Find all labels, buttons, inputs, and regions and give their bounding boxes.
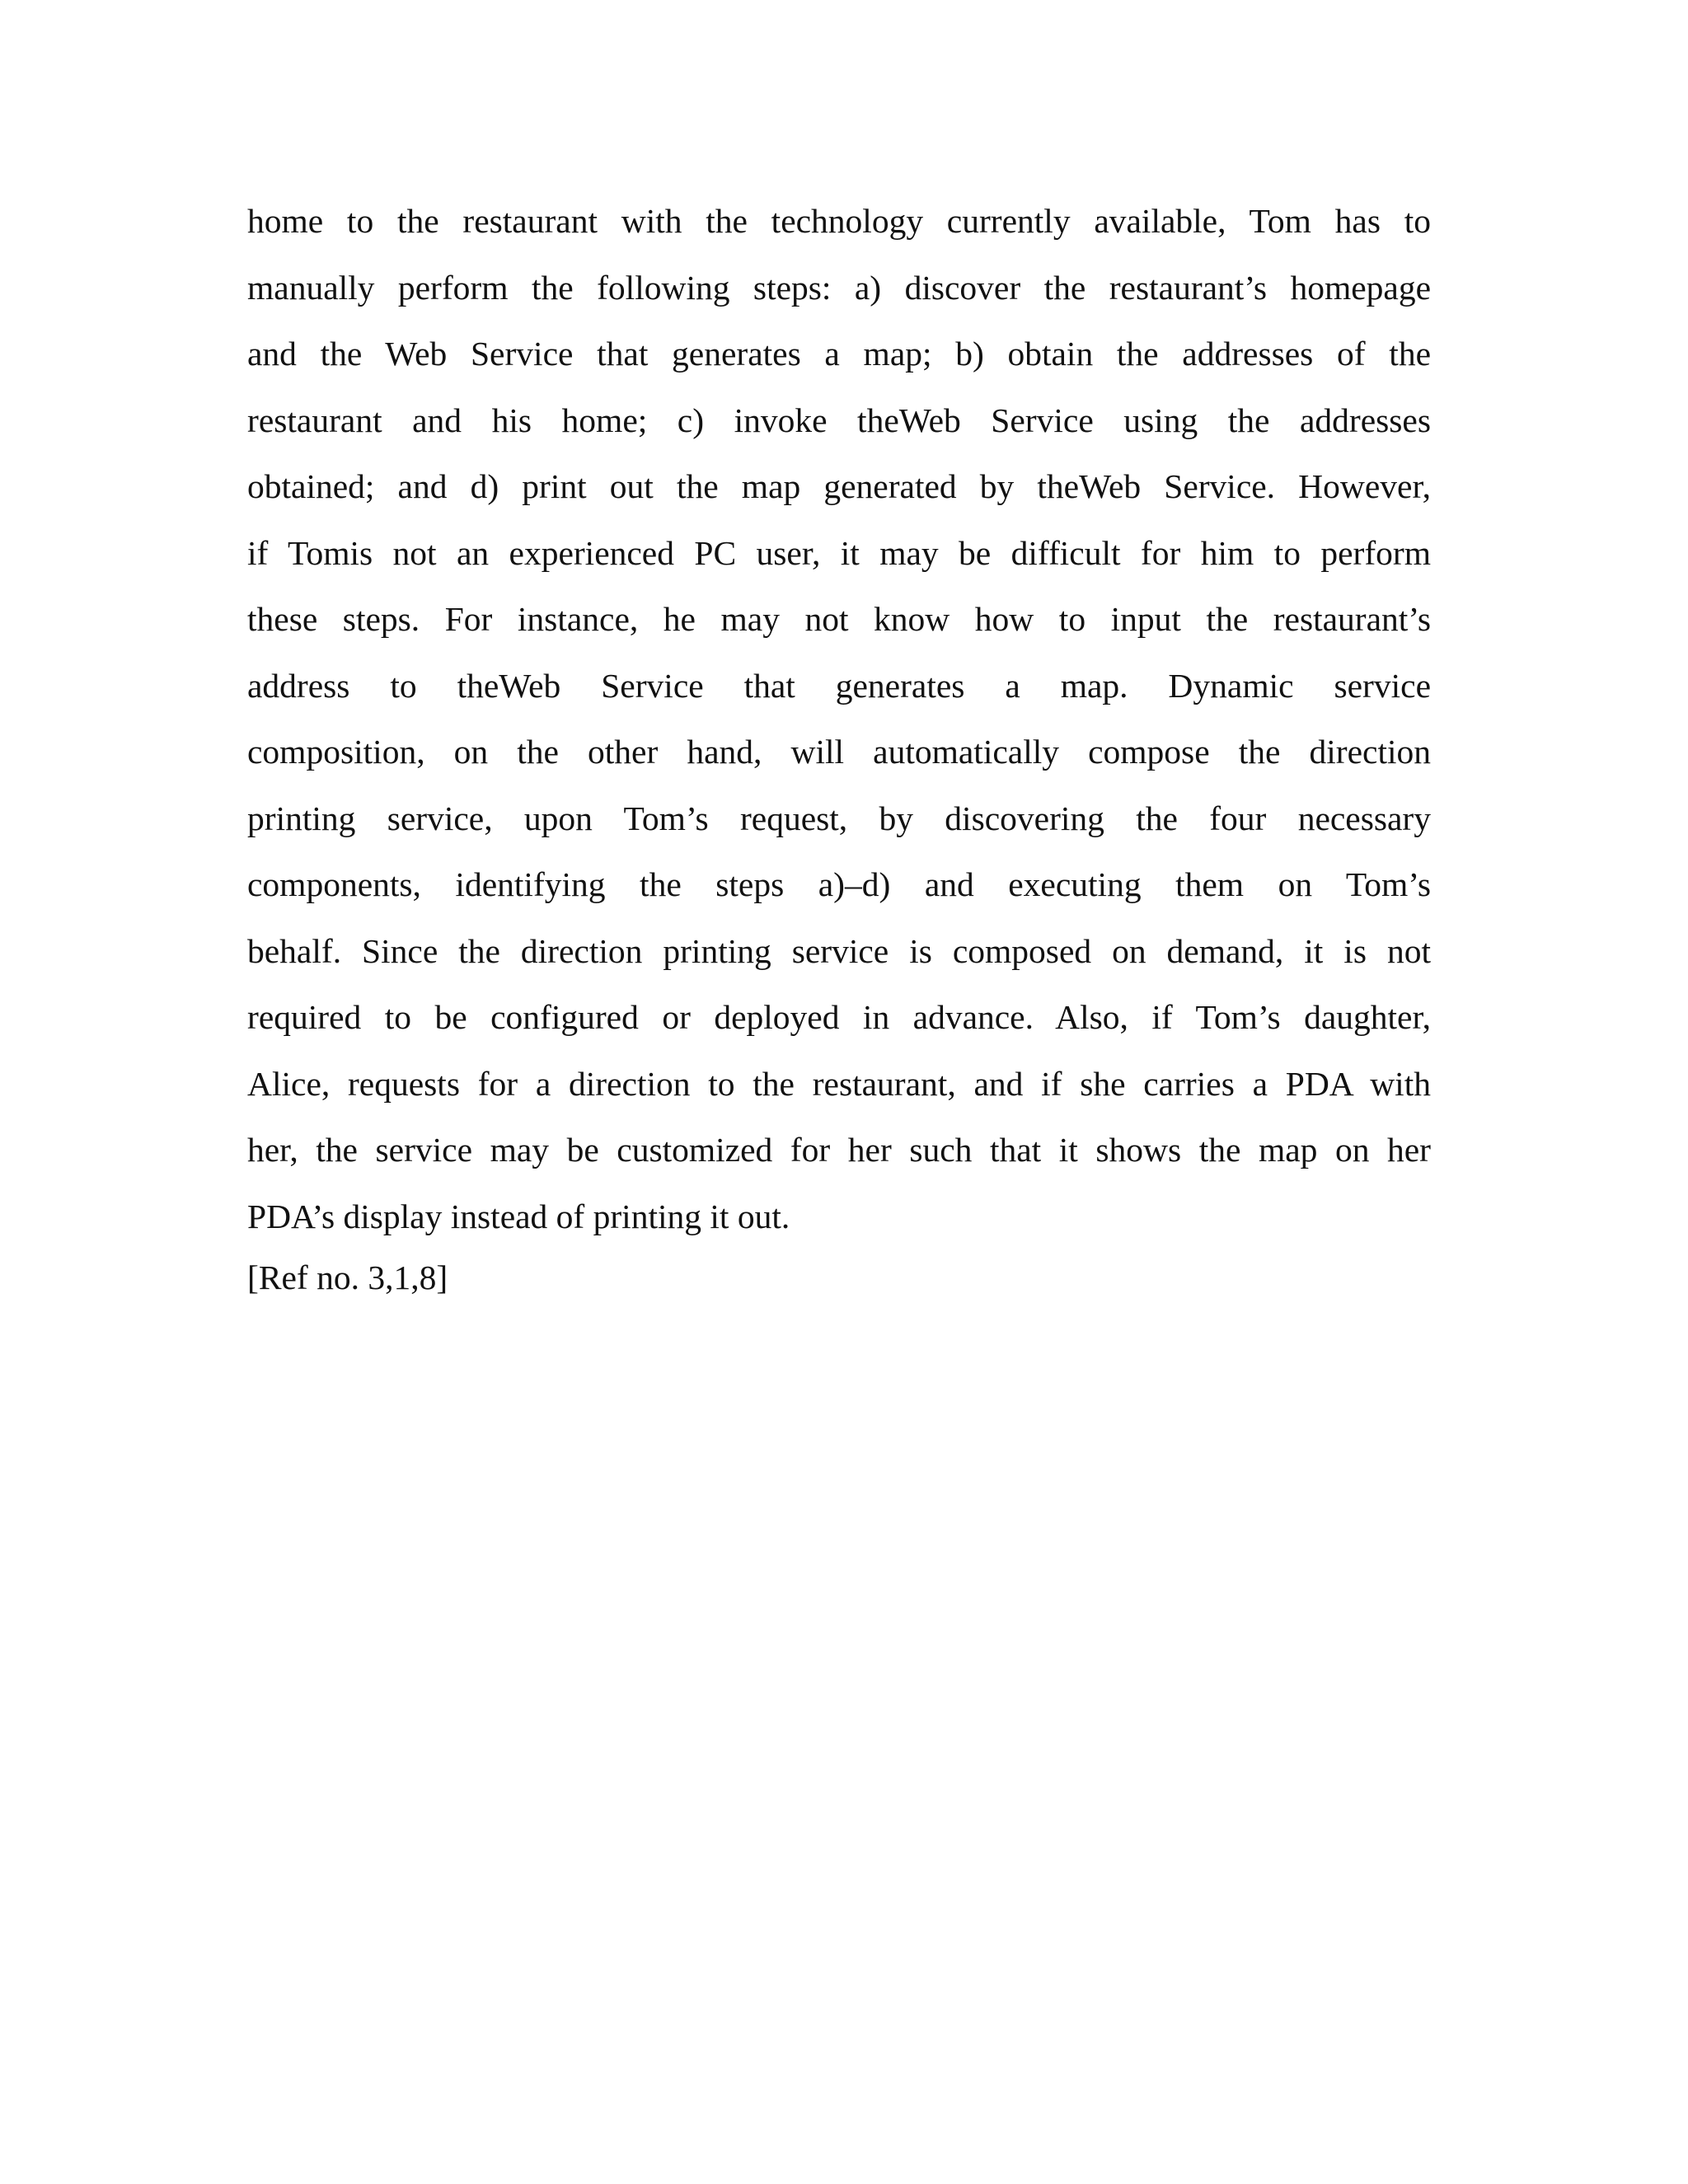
- paragraph-line: composition, on the other hand, will automatically compose the direction: [247, 733, 1431, 771]
- paragraph-line: printing service, upon Tom’s request, by discovering the four necessary: [247, 799, 1431, 837]
- paragraph-line: Alice, requests for a direction to the restaurant, and if she carries a PDA with: [247, 1064, 1431, 1103]
- paragraph-line: home to the restaurant with the technology currently available, Tom has to: [247, 202, 1431, 240]
- paragraph-line: components, identifying the steps a)–d) and executing them on Tom’s: [247, 865, 1431, 903]
- paragraph-line: PDA’s display instead of printing it out.: [247, 1197, 790, 1235]
- paragraph-line: obtained; and d) print out the map generated by theWeb Service. However,: [247, 467, 1431, 505]
- paragraph-line: these steps. For instance, he may not know how to input the restaurant’s: [247, 600, 1431, 638]
- paragraph-line: behalf. Since the direction printing service is composed on demand, it is not: [247, 931, 1431, 970]
- reference-note: [Ref no. 3,1,8]: [247, 1258, 448, 1296]
- paragraph-line: restaurant and his home; c) invoke theWeb Service using the addresses: [247, 401, 1431, 439]
- paragraph-line: and the Web Service that generates a map; b) obtain the addresses of the: [247, 335, 1431, 373]
- body-paragraph: [247, 188, 1431, 1249]
- paragraph-line: required to be configured or deployed in advance. Also, if Tom’s daughter,: [247, 998, 1431, 1036]
- paragraph-line: address to theWeb Service that generates a map. Dynamic service: [247, 666, 1431, 705]
- paragraph-line: her, the service may be customized for her such that it shows the map on her: [247, 1131, 1431, 1169]
- paragraph-line: manually perform the following steps: a) discover the restaurant’s homepage: [247, 268, 1431, 307]
- paragraph-line: if Tomis not an experienced PC user, it may be difficult for him to perform: [247, 533, 1431, 572]
